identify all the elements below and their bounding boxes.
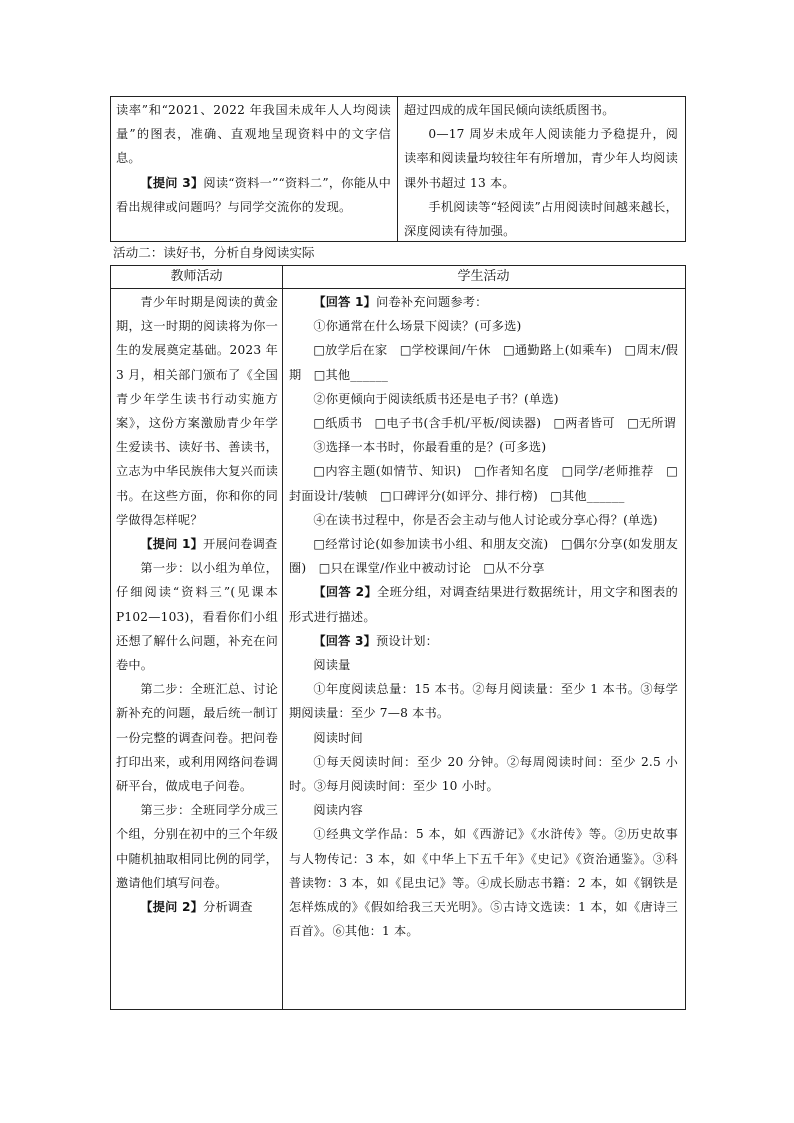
top-left-cell: [116, 98, 391, 240]
section-title: 活动二：读好书，分析自身阅读实际: [113, 245, 315, 260]
answer-3-text: 预设计划：: [376, 633, 439, 648]
answer-1-text: 问卷补充问题参考：: [376, 295, 488, 309]
answer-3: [289, 629, 678, 653]
teacher-paragraph-intro: 青少年时期是阅读的黄金期，这一时期的阅读将为你一生的发展奠定基础。2023 年 3 月，相关部门颁布了《全国青少年学生读书行动实施方案》，这份方案激励青少年学生爱读书、读好书、善读书，立志为中华民族伟大复兴而读书。在这些方面，你和你的同学做得怎样呢？: [116, 295, 278, 527]
survey-question-2: ②你更倾向于阅读纸质书还是电子书？(单选): [313, 391, 559, 406]
plan-content: ①经典文学作品：5 本，如《西游记》《水浒传》等。②历史故事与人物传记：3 本，如《中华上下五千年》《史记》《资治通鉴》。③科普读物：3 本，如《昆虫记》等。④成长励志书籍：2 本，如《钢铁是怎样炼成的》《假如给我三天光明》。⑤古诗文选读：1 本，如《唐诗三百首》。⑥其他：1 本。: [289, 827, 678, 939]
plan-heading-time: 阅读时间: [313, 730, 363, 745]
answer-1-label: 【回答 1】: [313, 295, 377, 309]
answer-2-text: 全班分组，对调查结果进行数据统计，用文字和图表的形式进行描述。: [289, 585, 678, 624]
answer-3-label: 【回答 3】: [313, 633, 377, 648]
question-3-label: 【提问 3】: [140, 175, 204, 190]
top-right-cell: [404, 98, 678, 240]
answer-1: [289, 290, 678, 314]
question-3-text: 阅读“资料一”“资料二”，你能从中看出规律或问题吗？与同学交流你的发现。: [116, 175, 391, 214]
student-activity-cell: [289, 290, 678, 1007]
survey-options-2: □纸质书 □电子书(含手机/平板/阅读器) □两者皆可 □无所谓: [313, 416, 677, 431]
top-right-paragraph-1: 超过四成的成年国民倾向读纸质图书。: [404, 103, 615, 117]
plan-volume: ①年度阅读总量：15 本书。②每月阅读量：至少 1 本书。③每学期阅读量：至少 7—8 本书。: [289, 682, 678, 721]
teacher-step-2: 第二步：全班汇总、讨论新补充的问题，最后统一制订一份完整的调查问卷。把问卷打印出来，或利用网络问卷调研平台，做成电子问卷。: [116, 682, 278, 794]
teacher-step-1: 第一步：以小组为单位，仔细阅读“资料三”(见课本 P102—103)，看看你们小组还想了解什么问题，补充在问卷中。: [116, 561, 278, 673]
answer-2: [289, 580, 678, 628]
activity-table-divider: [282, 265, 283, 1009]
plan-heading-content: 阅读内容: [313, 803, 363, 818]
top-right-paragraph-2: 0—17 周岁未成年人阅读能力予稳提升，阅读率和阅读量均较往年有所增加，青少年人均阅读课外书超过 13 本。: [404, 127, 678, 190]
header-teacher: 教师活动: [170, 269, 223, 284]
question-1: [116, 532, 278, 556]
plan-heading-volume: 阅读量: [313, 658, 351, 673]
question-2-label: 【提问 2】: [140, 900, 204, 915]
survey-question-3: ③选择一本书时，你最看重的是？(可多选): [313, 440, 547, 455]
question-2: [116, 895, 278, 919]
teacher-activity-cell: [116, 290, 278, 1007]
survey-options-4: □经常讨论(如参加读书小组、和朋友交流) □偶尔分享(如发朋友圈) □只在课堂/作业中被动讨论 □从不分享: [289, 537, 678, 576]
question-1-text: 开展问卷调查: [203, 537, 278, 552]
top-left-paragraph-1: 读率”和“2021、2022 年我国未成年人人均阅读量”的图表，准确、直观地呈现资料中的文字信息。: [116, 103, 391, 166]
survey-options-1: □放学后在家 □学校课间/午休 □通勤路上(如乘车) □周末/假期 □其他______: [289, 343, 678, 382]
survey-question-1: ①你通常在什么场景下阅读？(可多选): [313, 319, 522, 334]
question-1-label: 【提问 1】: [140, 537, 204, 552]
top-right-paragraph-3: 手机阅读等“轻阅读”占用阅读时间越来越长，深度阅读有待加强。: [404, 199, 678, 239]
top-table-divider: [397, 96, 398, 241]
question-3: [116, 171, 391, 219]
teacher-step-3: 第三步：全班同学分成三个组，分别在初中的三个年级中随机抽取相同比例的同学，邀请他们填写问卷。: [116, 803, 278, 890]
activity-table-header-line: [110, 288, 685, 289]
plan-time: ①每天阅读时间：至少 20 分钟。②每周阅读时间：至少 2.5 小时。③每月阅读时间：至少 10 小时。: [289, 754, 678, 794]
header-student: 学生活动: [457, 269, 510, 284]
survey-options-3: □内容主题(如情节、知识) □作者知名度 □同学/老师推荐 □封面设计/装帧 □口碑评分(如评分、排行榜) □其他______: [289, 464, 678, 503]
question-2-text: 分析调查: [203, 900, 253, 915]
answer-2-label: 【回答 2】: [313, 585, 378, 600]
survey-question-4: ④在读书过程中，你是否会主动与他人讨论或分享心得？(单选): [313, 512, 658, 527]
